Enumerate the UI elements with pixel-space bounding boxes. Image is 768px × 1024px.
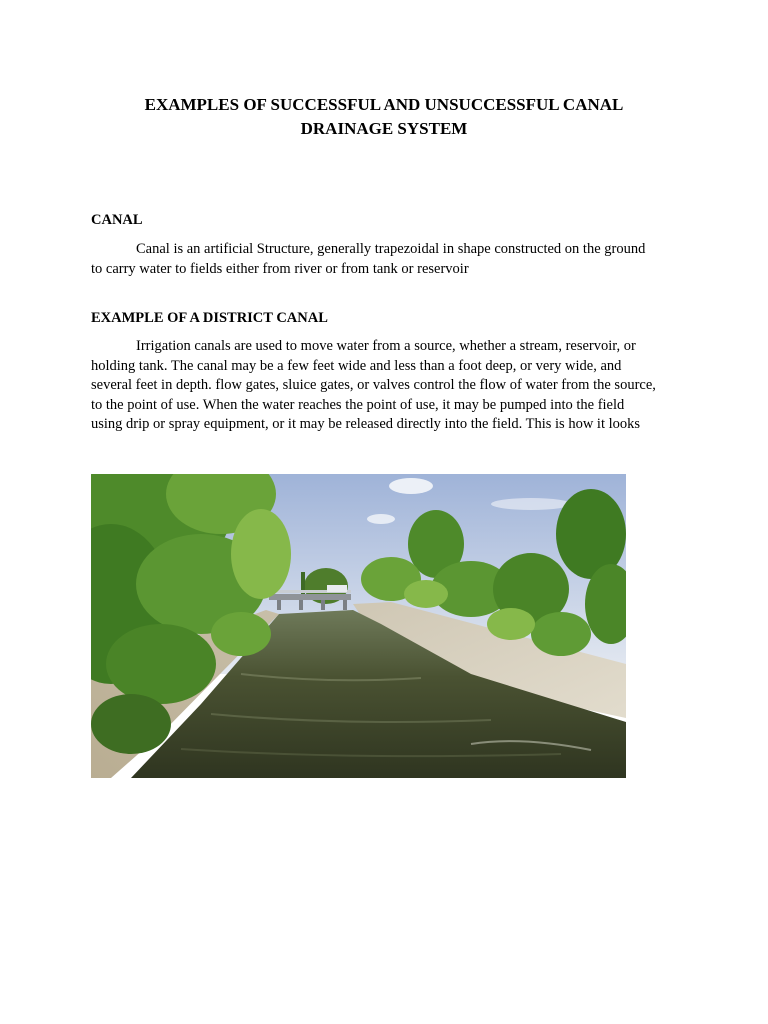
paragraph-line: to carry water to fields either from river or from tank or reservoir bbox=[91, 260, 469, 277]
section-heading-district-canal: EXAMPLE OF A DISTRICT CANAL bbox=[91, 310, 328, 326]
paragraph-line: to the point of use. When the water reaches the point of use, it may be pumped into the field bbox=[91, 396, 625, 413]
section-heading-canal: CANAL bbox=[91, 212, 143, 228]
paragraph-district-canal bbox=[91, 337, 691, 435]
paragraph-canal-definition bbox=[91, 240, 691, 279]
canal-photo bbox=[91, 474, 626, 778]
title-line-2: DRAINAGE SYSTEM bbox=[300, 119, 468, 138]
paragraph-line: Canal is an artificial Structure, generally trapezoidal in shape constructed on the ground bbox=[136, 241, 646, 257]
paragraph-line: holding tank. The canal may be a few feet wide and less than a foot deep, or very wide, and bbox=[91, 357, 622, 374]
paragraph-line: using drip or spray equipment, or it may be released directly into the field. This is how it looks bbox=[91, 416, 641, 432]
paragraph-line: several feet in depth. flow gates, sluice gates, or valves control the flow of water from the source, bbox=[91, 377, 656, 393]
paragraph-line: Irrigation canals are used to move water from a source, whether a stream, reservoir, or bbox=[136, 338, 636, 354]
canal-photo-illustration bbox=[91, 474, 626, 778]
document-title bbox=[90, 93, 678, 141]
title-line-1: EXAMPLES OF SUCCESSFUL AND UNSUCCESSFUL CANAL bbox=[144, 95, 624, 114]
